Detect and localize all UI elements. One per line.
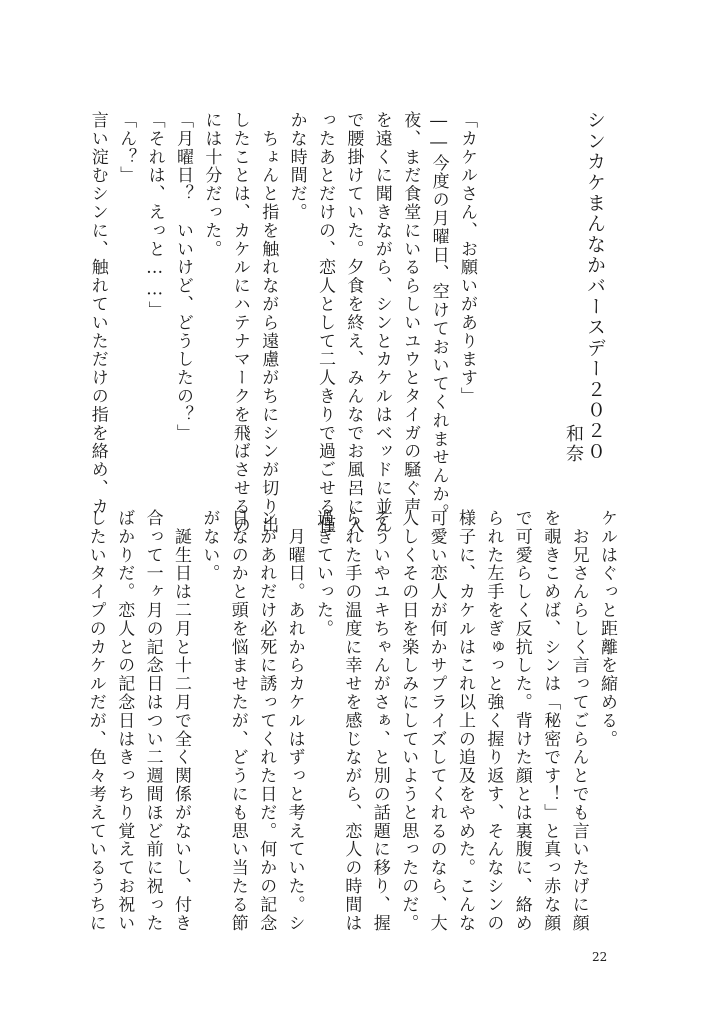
text-line: 「ん？」 [116,111,137,185]
text-line: で可愛らしく反抗した。背けた顔とは裏腹に、絡め [511,509,532,933]
text-line: お兄さんらしく言ってごらんとでも言いたげに顔 [568,509,589,933]
text-line: 誕生日は二月と十二月で全く関係がないし、付き [171,509,191,933]
author-name: 和奈 [563,424,584,464]
text-line: ったあとだけの、恋人として二人きりで過ごせる僅 [315,111,335,535]
text-line: 日なのかと頭を悩ませたが、どうにも思い当たる節 [227,509,248,933]
text-line: ばかりだ。恋人との記念日はきっちり覚えてお祝い [114,509,135,933]
text-line: られた左手をぎゅっと強く握り返す、そんなシンの [483,509,504,933]
text-line: 合って一ヶ月の記念日はつい二週間ほど前に祝った [142,509,163,933]
page-number: 22 [592,950,608,964]
text-line: 月曜日。あれからカケルはずっと考えていた。シ [284,509,305,933]
text-line: を覗きこめば、シンは「秘密です！」と真っ赤な顔 [540,509,561,933]
text-line: 可愛い恋人が何かサプライズしてくれるのなら、大 [426,509,447,933]
text-line: したいタイプのカケルだが、色々考えているうちに [85,509,106,933]
text-line: 言い淀むシンに、触れていただけの指を絡め、カ [87,111,108,516]
text-line: 「カケルさん、お願いがあります」 [457,111,477,406]
text-line: ――今度の月曜日、空けておいてくれませんか。 [428,111,449,522]
text-line: したことは、カケルにハテナマークを飛ばさせるの [229,111,250,535]
text-line: 人しくその日を楽しみにしていようと思ったのだ。 [398,509,419,933]
text-line: で腰掛けていた。夕食を終え、みんなでお風呂に入 [343,111,364,535]
text-line: そういやユキちゃんがさぁ、と別の話題に移り、握 [369,509,390,933]
text-line: 「それは、えっと……」 [144,111,165,320]
text-line: を遠くに聞きながら、シンとカケルはベッドに並ん [371,111,392,535]
text-line: 夜、まだ食堂にいるらしいユウとタイガの騒ぐ声 [400,111,421,516]
text-line: 様子に、カケルはこれ以上の追及をやめた。こんな [455,509,475,933]
text-line: がない。 [199,509,220,583]
text-line: られた手の温度に幸せを感じながら、恋人の時間は [341,509,362,933]
text-line: ンがあれだけ必死に誘ってくれた日だ。何かの記念 [256,509,277,933]
text-line: ケルはぐっと距離を縮める。 [597,509,617,749]
text-line: かな時間だ。 [286,111,307,222]
story-title: シンカケまんなかバースデー２０２０ [584,110,606,462]
text-line: 過ぎていった。 [313,509,333,638]
text-line: ちょんと指を触れながら遠慮がちにシンが切り出 [258,111,279,535]
text-line: 「月曜日？ いいけど、どうしたの？」 [173,111,193,443]
text-line: には十分だった。 [201,111,222,259]
